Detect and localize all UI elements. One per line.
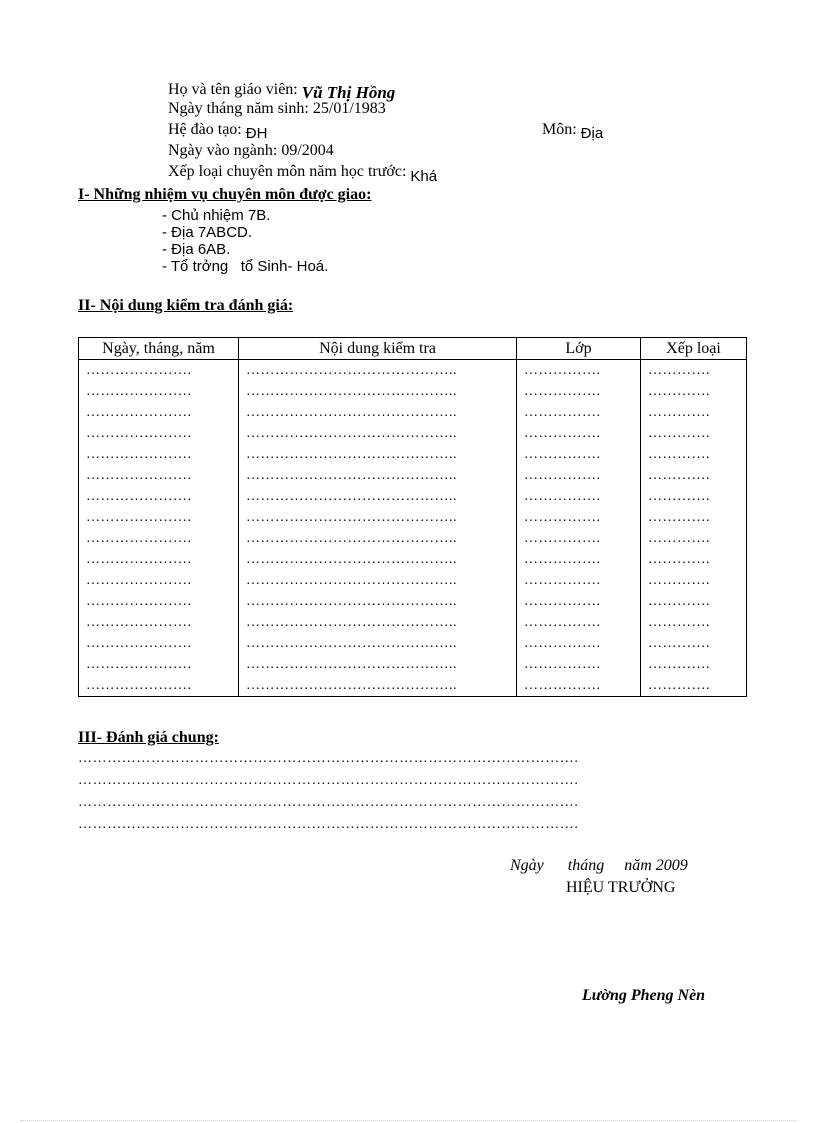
section2-title: II- Nội dung kiểm tra đánh giá: (78, 297, 294, 314)
page-footer-divider (20, 1120, 796, 1121)
cell-rank: …………. (641, 423, 747, 444)
dob-label: Ngày tháng năm sinh: (168, 100, 309, 117)
table-row (79, 612, 747, 633)
table-row (79, 381, 747, 402)
cell-class: ……………. (517, 507, 641, 528)
table-header-row (79, 338, 747, 360)
rank-label: Xếp loại chuyên môn năm học trước: (168, 163, 407, 180)
section1-title: I- Những nhiệm vụ chuyên môn được giao: (78, 186, 372, 203)
rank-line (168, 163, 438, 185)
cell-class: ……………. (517, 444, 641, 465)
table-row (79, 507, 747, 528)
table-body (79, 360, 747, 697)
cell-date: …………………. (79, 402, 239, 423)
table-row (79, 528, 747, 549)
cell-date: …………………. (79, 360, 239, 382)
comment-line: …………………………………………………………………………………………. (78, 796, 579, 810)
cell-rank: …………. (641, 633, 747, 654)
cell-class: ……………. (517, 423, 641, 444)
cell-date: …………………. (79, 570, 239, 591)
cell-class: ……………. (517, 486, 641, 507)
evaluation-table (78, 337, 747, 697)
teacher-name: Vũ Thị Hồng (301, 83, 396, 102)
cell-rank: …………. (641, 507, 747, 528)
cell-content: …………………………………….. (239, 444, 517, 465)
subject-label: Môn: (542, 121, 577, 138)
cell-date: …………………. (79, 612, 239, 633)
cell-class: ……………. (517, 591, 641, 612)
signature-role: HIỆU TRƯỞNG (566, 879, 676, 896)
duty-item: - Địa 7ABCD. (162, 224, 253, 241)
cell-content: …………………………………….. (239, 675, 517, 697)
comment-line: …………………………………………………………………………………………. (78, 752, 579, 766)
signature-date: Ngày tháng năm 2009 (510, 857, 688, 874)
cell-class: ……………. (517, 675, 641, 697)
table-row (79, 591, 747, 612)
cell-date: …………………. (79, 486, 239, 507)
start-value: 09/2004 (281, 142, 334, 159)
cell-class: ……………. (517, 549, 641, 570)
cell-class: ……………. (517, 528, 641, 549)
cell-rank: …………. (641, 465, 747, 486)
start-line (168, 143, 334, 159)
table-row (79, 570, 747, 591)
comment-line: …………………………………………………………………………………………. (78, 818, 579, 832)
cell-date: …………………. (79, 528, 239, 549)
subject-value: Địa (580, 125, 604, 142)
col-rank-header: Xếp loại (641, 338, 747, 360)
rank-value: Khá (410, 168, 438, 185)
cell-content: …………………………………….. (239, 402, 517, 423)
cell-content: …………………………………….. (239, 381, 517, 402)
cell-content: …………………………………….. (239, 591, 517, 612)
cell-date: …………………. (79, 633, 239, 654)
cell-rank: …………. (641, 444, 747, 465)
cell-class: ……………. (517, 612, 641, 633)
teacher-line (168, 80, 396, 102)
cell-class: ……………. (517, 654, 641, 675)
cell-content: …………………………………….. (239, 612, 517, 633)
cell-content: …………………………………….. (239, 633, 517, 654)
table-row (79, 444, 747, 465)
cell-date: …………………. (79, 465, 239, 486)
cell-rank: …………. (641, 549, 747, 570)
table-row (79, 360, 747, 382)
table-row (79, 675, 747, 697)
dob-value: 25/01/1983 (312, 100, 386, 117)
teacher-label: Họ và tên giáo viên: (168, 81, 298, 98)
training-label: Hệ đào tạo: (168, 121, 242, 138)
cell-date: …………………. (79, 549, 239, 570)
cell-date: …………………. (79, 444, 239, 465)
comment-line: …………………………………………………………………………………………. (78, 774, 579, 788)
cell-content: …………………………………….. (239, 360, 517, 382)
cell-date: …………………. (79, 591, 239, 612)
cell-rank: …………. (641, 381, 747, 402)
col-class-header: Lớp (517, 338, 641, 360)
cell-date: …………………. (79, 423, 239, 444)
cell-content: …………………………………….. (239, 570, 517, 591)
table-row (79, 402, 747, 423)
cell-rank: …………. (641, 612, 747, 633)
table-row (79, 549, 747, 570)
table-row (79, 654, 747, 675)
subject-line (542, 121, 604, 142)
training-line (168, 121, 268, 142)
dob-line (168, 101, 386, 117)
duty-item: - Chủ nhiệm 7B. (162, 207, 271, 224)
cell-content: …………………………………….. (239, 465, 517, 486)
duty-item: - Tổ trởng tổ Sinh- Hoá. (162, 258, 329, 275)
cell-class: ……………. (517, 570, 641, 591)
table-row (79, 486, 747, 507)
cell-content: …………………………………….. (239, 549, 517, 570)
cell-class: ……………. (517, 465, 641, 486)
cell-rank: …………. (641, 654, 747, 675)
cell-rank: …………. (641, 402, 747, 423)
cell-class: ……………. (517, 402, 641, 423)
cell-rank: …………. (641, 591, 747, 612)
cell-class: ……………. (517, 381, 641, 402)
table-row (79, 465, 747, 486)
col-content-header: Nội dung kiểm tra (239, 338, 517, 360)
duty-item: - Địa 6AB. (162, 241, 231, 258)
col-date-header: Ngày, tháng, năm (79, 338, 239, 360)
signature-name: Lường Pheng Nèn (582, 987, 706, 1004)
cell-class: ……………. (517, 360, 641, 382)
cell-content: …………………………………….. (239, 507, 517, 528)
cell-content: …………………………………….. (239, 654, 517, 675)
cell-content: …………………………………….. (239, 528, 517, 549)
cell-content: …………………………………….. (239, 486, 517, 507)
cell-class: ……………. (517, 633, 641, 654)
cell-rank: …………. (641, 528, 747, 549)
cell-rank: …………. (641, 360, 747, 382)
training-value: ĐH (245, 125, 268, 142)
cell-content: …………………………………….. (239, 423, 517, 444)
cell-rank: …………. (641, 675, 747, 697)
table-row (79, 633, 747, 654)
cell-date: …………………. (79, 381, 239, 402)
section3-title: III- Đánh giá chung: (78, 729, 219, 746)
start-label: Ngày vào ngành: (168, 142, 278, 159)
cell-date: …………………. (79, 675, 239, 697)
cell-date: …………………. (79, 654, 239, 675)
cell-rank: …………. (641, 486, 747, 507)
table-row (79, 423, 747, 444)
cell-rank: …………. (641, 570, 747, 591)
cell-date: …………………. (79, 507, 239, 528)
